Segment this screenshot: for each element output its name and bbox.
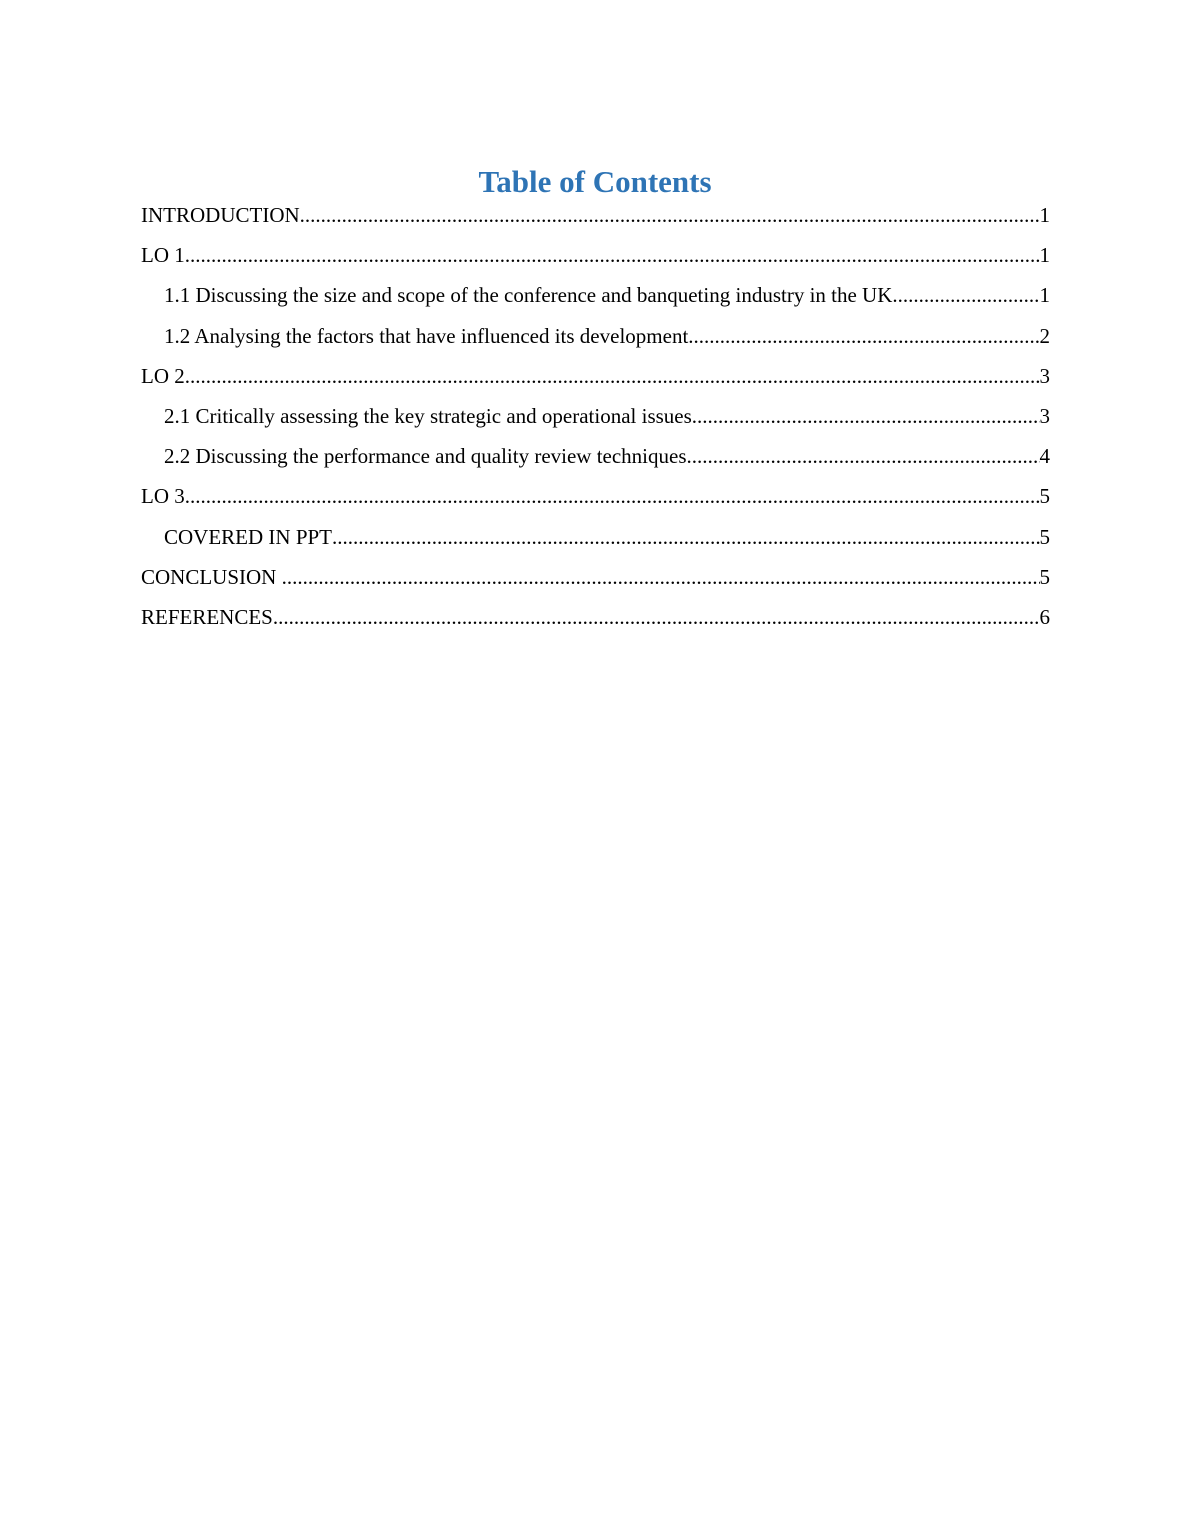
toc-entry-conclusion[interactable] — [141, 560, 1050, 600]
toc-entry-label: REFERENCES — [141, 604, 273, 629]
toc-entry-label: 2.2 Discussing the performance and quality review techniques — [164, 444, 687, 469]
toc-page-number: 6 — [1039, 604, 1050, 629]
toc-entry-label: 2.1 Critically assessing the key strategic and operational issues — [164, 403, 692, 428]
toc-page-number: 1 — [1039, 283, 1050, 308]
toc-dot-leader — [892, 278, 1039, 312]
toc-dot-leader — [185, 479, 1040, 513]
toc-entry-lo3[interactable] — [141, 479, 1050, 519]
toc-dot-leader — [273, 600, 1040, 634]
toc-page-number: 2 — [1039, 323, 1050, 348]
toc-entry-label: LO 2 — [141, 363, 185, 388]
toc-page-number: 1 — [1039, 203, 1050, 227]
toc-page-number: 5 — [1039, 524, 1050, 549]
toc-entry-label: COVERED IN PPT — [164, 524, 333, 549]
toc-dot-leader — [687, 439, 1040, 473]
toc-dot-leader — [692, 399, 1040, 433]
toc-title: Table of Contents — [478, 164, 712, 199]
toc-entry-lo2[interactable] — [141, 359, 1050, 399]
toc-entry-introduction[interactable] — [141, 198, 1050, 238]
toc-dot-leader — [300, 198, 1040, 232]
toc-entry-covered-in-ppt[interactable] — [141, 520, 1050, 560]
toc-entry-2-2[interactable] — [141, 439, 1050, 479]
toc-page-number: 5 — [1039, 564, 1050, 589]
toc-dot-leader — [185, 238, 1040, 272]
toc-page-number: 1 — [1039, 243, 1050, 268]
toc-entry-1-1[interactable] — [141, 278, 1050, 318]
toc-page-number: 4 — [1039, 444, 1050, 469]
toc-dot-leader — [688, 319, 1039, 353]
toc-entry-label: CONCLUSION — [141, 564, 282, 589]
toc-dot-leader — [282, 560, 1040, 594]
toc-entry-1-2[interactable] — [141, 319, 1050, 359]
toc-entry-label: 1.1 Discussing the size and scope of the conference and banqueting industry in the UK — [164, 283, 893, 308]
toc-page-number: 5 — [1039, 484, 1050, 509]
toc-page-number: 3 — [1039, 363, 1050, 388]
toc-page-number: 3 — [1039, 403, 1050, 428]
toc-entry-label: 1.2 Analysing the factors that have influenced its development — [164, 323, 689, 348]
toc-dot-leader — [332, 520, 1039, 554]
toc-entry-label: LO 3 — [141, 484, 185, 509]
toc-entry-2-1[interactable] — [141, 399, 1050, 439]
toc-entry-references[interactable] — [141, 600, 1050, 640]
toc-dot-leader — [185, 359, 1040, 393]
toc-entry-lo1[interactable] — [141, 238, 1050, 278]
table-of-contents — [141, 198, 1050, 640]
toc-entry-label: INTRODUCTION — [141, 203, 300, 227]
toc-entry-label: LO 1 — [141, 243, 185, 268]
